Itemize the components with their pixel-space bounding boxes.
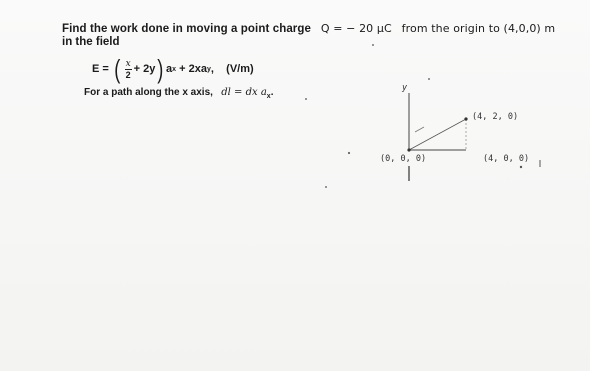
field-equation: E = ( $\frac{x}{2}$ + 2y ) a x + 2xa y , (V/m) [92,54,254,84]
problem-statement: Find the work done in moving a point charge [62,23,312,35]
unit-vector-ax-sub: x [172,65,177,73]
fraction-denominator: 2 [125,69,131,80]
top-point [464,117,467,120]
fraction-numerator: x [125,58,131,69]
origin-point [407,148,410,151]
path-dl: dl = dx a [221,87,267,98]
field-lhs: E = [92,63,109,75]
unit-vector-ay-sub: y [206,65,211,73]
dot-marker-left [348,152,350,154]
path-end: . [270,87,274,98]
scan-speck [372,44,374,46]
scan-speck [325,186,327,188]
problem-line-2: in the field [62,36,120,48]
scan-speck [428,78,430,80]
left-paren: ( [114,54,121,84]
end-point-label: (4, 0, 0) [483,154,530,164]
scan-speck [305,98,307,100]
unit-vector-ax: a [166,63,173,75]
y-axis-label: y [402,83,408,93]
right-paren: ) [157,54,164,84]
path-text: For a path along the x axis, [84,87,213,98]
dot-marker [520,166,522,168]
field-units: (V/m) [226,63,254,75]
term-2xa: + 2xa [179,63,207,75]
origin-label: (0, 0, 0) [380,154,427,164]
charge-expression: Q = − 20 µC [320,22,392,35]
tick-mark [415,127,424,132]
diagonal-line [409,119,466,150]
point-top-label: (4, 2, 0) [472,112,519,122]
problem-destination: from the origin to (4,0,0) m [401,22,556,35]
term-2y: + 2y [133,63,156,75]
path-dl-sub: x [266,93,271,100]
